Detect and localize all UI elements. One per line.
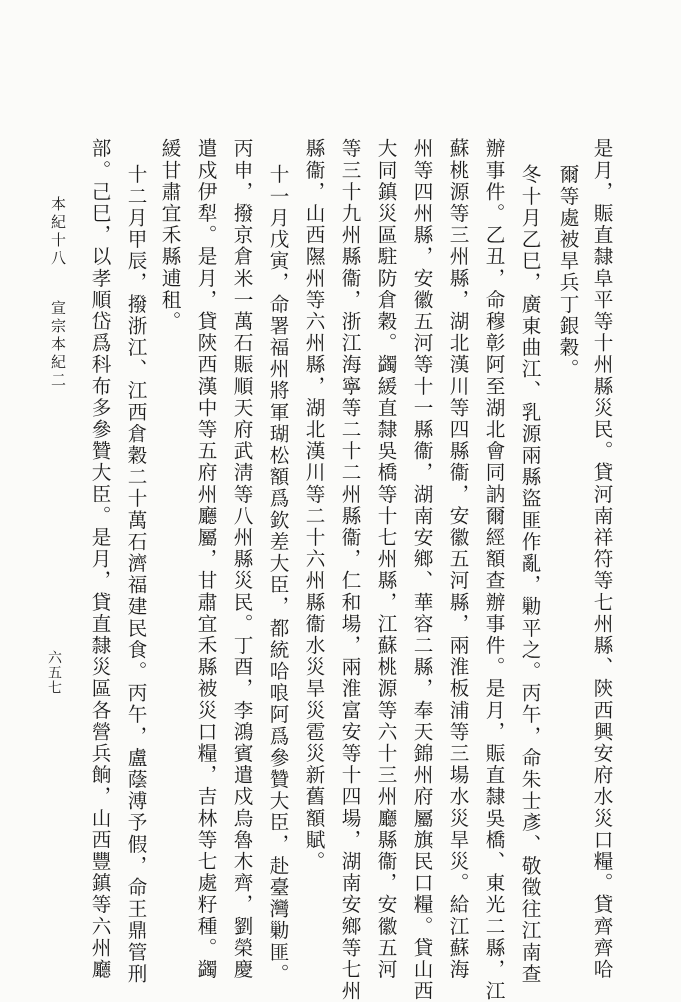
text-column-2: 爾等處被旱兵丁銀穀。 — [556, 164, 579, 380]
text-column-14: 十二月甲辰，撥浙江、江西倉穀二十萬石濟福建民食。丙午，盧蔭溥予假，命王鼎管刑 — [124, 164, 147, 985]
section-label: 宣宗本紀二 — [49, 300, 67, 390]
text-column-5: 蘇桃源等三州縣，湖北漢川等四縣衞，安徽五河縣，兩淮板浦等三場水災旱災。給江蘇海 — [446, 138, 469, 981]
text-column-7: 大同鎮災區駐防倉穀。蠲緩直隸吳橋等十七州縣，江蘇桃源等六十三州廳縣衞，安徽五河 — [374, 138, 397, 981]
text-column-13: 緩甘肅宜禾縣逋租。 — [158, 138, 181, 333]
text-column-3: 冬十月乙巳，廣東曲江、乳源兩縣盜匪作亂，勦平之。丙午，命朱士彥、敬徵往江南查 — [518, 164, 541, 985]
text-column-6: 州等四州縣，安徽五河等十一縣衞，湖南安鄉、華容二縣，奉天錦州府屬旗民口糧。貸山西 — [410, 138, 433, 1002]
text-column-4: 辦事件。乙丑，命穆彰阿至湖北會同訥爾經額查辦事件。是月，賑直隸吳橋、東光二縣，江 — [482, 138, 505, 1002]
text-column-1: 是月，賑直隸阜平等十州縣災民。貸河南祥符等七州縣、陝西興安府水災口糧。貸齊齊哈 — [590, 138, 613, 981]
text-column-8: 等三十九州縣衞，浙江海寧等二十二州縣衞，仁和場，兩淮富安等十四場，湖南安鄉等七州 — [338, 138, 361, 1002]
text-column-12: 遣戍伊犁。是月，貸陝西漢中等五府州廳屬，甘肅宜禾縣被災口糧，吉林等七處籽種。蠲 — [194, 138, 217, 981]
page-number: 六五七 — [46, 650, 62, 695]
text-column-15: 部。己巳，以孝順岱爲科布多參贊大臣。是月，貸直隸災區各營兵餉，山西豐鎮等六州廳 — [88, 138, 111, 981]
chapter-label: 本紀十八 — [49, 196, 67, 268]
text-column-9: 縣衞，山西隰州等六州縣，湖北漢川等二十六州縣衞水災旱災雹災新舊額賦。 — [302, 138, 325, 873]
text-column-11: 丙申，撥京倉米一萬石賑順天府武淸等八州縣災民。丁酉，李鴻賓遣戍烏魯木齊，劉榮慶 — [230, 138, 253, 981]
text-column-10: 十一月戊寅，命署福州將軍瑚松額爲欽差大臣，都統哈哴阿爲參贊大臣，赴臺灣勦匪。 — [266, 164, 289, 985]
